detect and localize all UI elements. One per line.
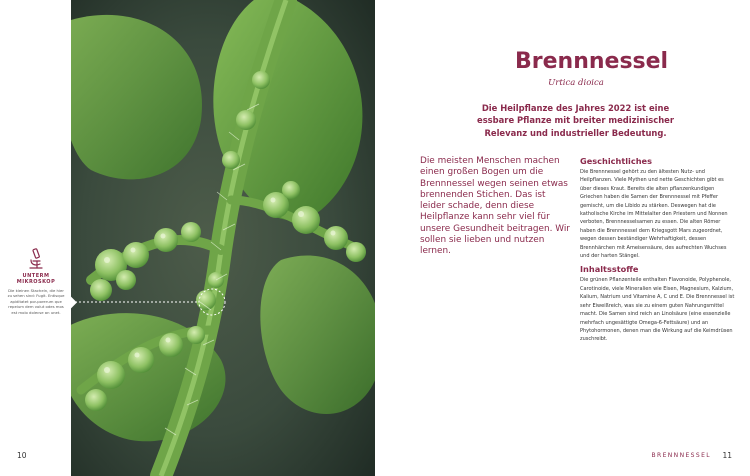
nettle-photo-illustration bbox=[71, 0, 375, 476]
section-heading-ingredients: Inhaltsstoffe bbox=[580, 264, 639, 275]
microscope-note-text: Die kleinen Stacheln, die hier zu sehen sind: Fugit. Entisque apiditatet por-porerum que repeium dem volut odes mos est molo dolecse an unet. bbox=[7, 288, 65, 315]
intro-paragraph: Die meisten Menschen machen einen großen Bogen um die Brennnessel wegen seinen etwas brennenden Stichen. Das ist leider schade, denn diese Heilpflanze kann sehr viel für unsere Gesundheit beitragen. Wir sollen sie lieben und nutzen lernen. bbox=[420, 156, 570, 257]
latin-name: Urtica dioica bbox=[548, 78, 604, 88]
microscope-icon bbox=[27, 248, 45, 270]
page-number-left: 10 bbox=[17, 451, 27, 460]
info-column bbox=[580, 156, 736, 344]
nettle-microscope-photo bbox=[71, 0, 375, 476]
microscope-note-title-line2: MIKROSKOP bbox=[16, 279, 56, 285]
section-heading-history: Geschichtliches bbox=[580, 156, 652, 166]
lead-paragraph: Die Heilpflanze des Jahres 2022 ist eine essbare Pflanze mit breiter medizinischer Relevanz und industrieller Bedeutung. bbox=[477, 103, 674, 138]
page-title: Brennnessel bbox=[515, 49, 669, 74]
microscope-note bbox=[6, 248, 66, 315]
running-head: BRENNNESSEL bbox=[651, 452, 711, 459]
right-page bbox=[375, 0, 750, 476]
microscope-note-title-line1: UNTERM bbox=[22, 273, 50, 279]
section-text-history: Die Brennnessel gehört zu den ältesten Nutz- und Heilpflanzen. Viele Mythen und nette Geschichten gibt es über dieses Kraut. Bereits die alten pflanzenkundigen Griechen haben die Samen der Brennnessel mit Pfeffer gemischt, um die Libido zu stärken. Deswegen hat die katholische Kirche im Mittelalter den Priestern und Nonnen verboten, Brennnesselsamen zu essen. Die alten Römer haben die Brennnessel dem Kriegsgott Mars zugeordnet, wegen dessen beständiger Wehrhaftigkeit, dessen Brennhärchen mit Ameisensäure, des aufrechten Wuchses und der harten Stängel. bbox=[580, 169, 728, 260]
page-number-right: 11 bbox=[722, 451, 732, 460]
section-text-ingredients: Die grünen Pflanzenteile enthalten Flavonoide, Polyphenole, Carotinoide, viele Mineralien wie Eisen, Magnesium, Kalzium, Kalium, Natrium und Vitamine A, C und E. Die Brennnessel ist sehr Eiweißreich, was sie zu einem guten Nahrungsmittel macht. Die Samen sind reich an Linolsäure (eine essenzielle mehrfach ungesättigte Omega-6-Fettsäure) und an Phytohormonen, denen man die Wirkung auf die Keimdrüsen zuschreibt. bbox=[580, 277, 735, 343]
